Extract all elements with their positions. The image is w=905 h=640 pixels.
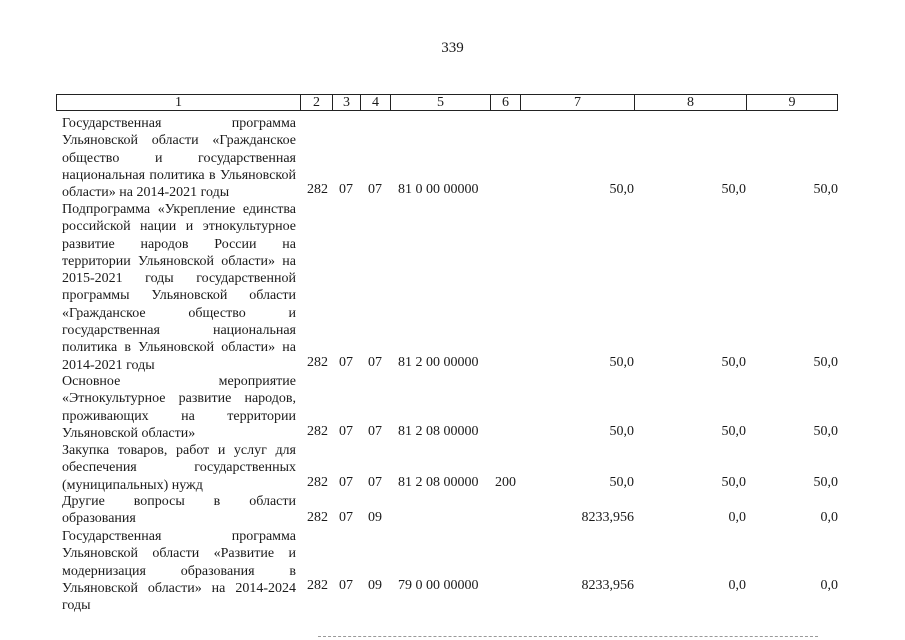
row-value-9: 0,0 <box>820 510 838 525</box>
row-value-9: 0,0 <box>820 578 838 593</box>
header-col-2: 2 <box>300 94 332 111</box>
row-code-2: 282 <box>307 578 328 593</box>
row-code-2: 282 <box>307 355 328 370</box>
row-name: Государственная программа Ульяновской области «Развитие и модернизация образования в Ульяновской области» на 2014-2024 годы <box>62 529 296 614</box>
header-col-5: 5 <box>390 94 490 111</box>
row-code-4: 09 <box>368 578 382 593</box>
row-code-4: 07 <box>368 475 382 490</box>
page-bottom-edge <box>318 636 818 637</box>
row-code-4: 09 <box>368 510 382 525</box>
row-value-7: 50,0 <box>609 424 634 439</box>
row-name: Закупка товаров, работ и услуг для обеспечения государственных (муниципальных) нужд <box>62 443 296 493</box>
row-value-9: 50,0 <box>813 182 838 197</box>
row-value-8: 50,0 <box>721 355 746 370</box>
page-number: 339 <box>441 40 464 56</box>
row-value-8: 0,0 <box>728 578 746 593</box>
row-value-8: 50,0 <box>721 475 746 490</box>
row-code-4: 07 <box>368 182 382 197</box>
row-code-3: 07 <box>339 355 353 370</box>
row-code-5: 81 2 08 00000 <box>398 424 479 439</box>
header-col-4: 4 <box>360 94 390 111</box>
row-code-6: 200 <box>495 475 516 490</box>
row-name: Основное мероприятие «Этнокультурное развитие народов, проживающих на территории Ульяновской области» <box>62 374 296 441</box>
row-value-8: 50,0 <box>721 424 746 439</box>
header-col-6: 6 <box>490 94 520 111</box>
row-value-7: 50,0 <box>609 182 634 197</box>
row-code-2: 282 <box>307 475 328 490</box>
row-name: Другие вопросы в области образования <box>62 494 296 527</box>
row-code-2: 282 <box>307 510 328 525</box>
row-value-7: 50,0 <box>609 355 634 370</box>
row-code-5: 79 0 00 00000 <box>398 578 479 593</box>
row-code-3: 07 <box>339 424 353 439</box>
header-col-7: 7 <box>520 94 634 111</box>
row-code-3: 07 <box>339 182 353 197</box>
row-code-5: 81 2 08 00000 <box>398 475 479 490</box>
row-code-3: 07 <box>339 578 353 593</box>
header-col-1: 1 <box>56 94 300 111</box>
row-code-4: 07 <box>368 355 382 370</box>
row-value-8: 50,0 <box>721 182 746 197</box>
row-value-7: 8233,956 <box>581 510 634 525</box>
row-name: Государственная программа Ульяновской области «Гражданское общество и государственная национальная политика в Ульяновской области» на 2014-2021 годы <box>62 116 296 201</box>
row-name: Подпрограмма «Укрепление единства российской нации и этнокультурное развитие народов России на территории Ульяновской области» на 2015-2021 годы государственной программы Ульяновской области «Гражданское общество и государственная национальная политика в Ульяновской области» на 2014-2021 годы <box>62 202 296 373</box>
row-code-4: 07 <box>368 424 382 439</box>
row-value-8: 0,0 <box>728 510 746 525</box>
row-value-9: 50,0 <box>813 424 838 439</box>
row-value-9: 50,0 <box>813 475 838 490</box>
row-value-7: 8233,956 <box>581 578 634 593</box>
row-code-3: 07 <box>339 510 353 525</box>
row-value-7: 50,0 <box>609 475 634 490</box>
header-col-9: 9 <box>746 94 838 111</box>
header-col-3: 3 <box>332 94 360 111</box>
row-code-3: 07 <box>339 475 353 490</box>
row-code-5: 81 0 00 00000 <box>398 182 479 197</box>
row-value-9: 50,0 <box>813 355 838 370</box>
row-code-2: 282 <box>307 424 328 439</box>
row-code-5: 81 2 00 00000 <box>398 355 479 370</box>
row-code-2: 282 <box>307 182 328 197</box>
header-col-8: 8 <box>634 94 746 111</box>
